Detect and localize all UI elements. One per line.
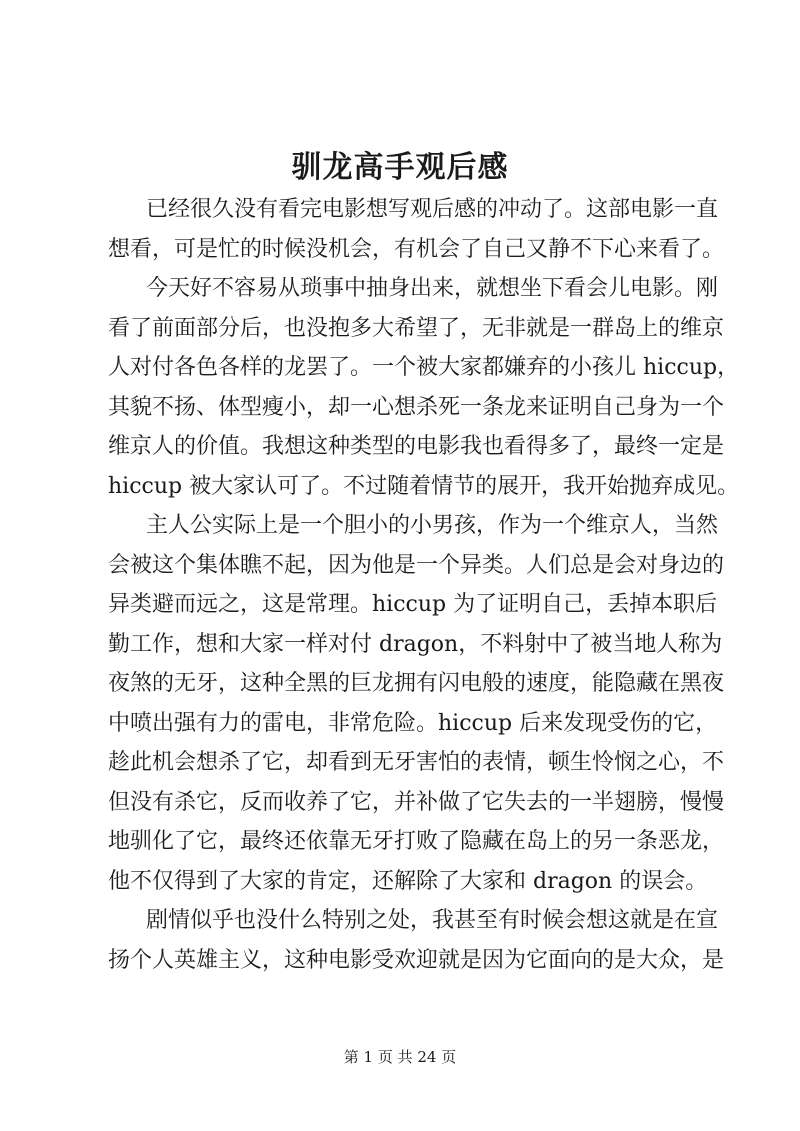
paragraph-1-line-2: 想看，可是忙的时候没机会，有机会了自己又静不下心来看了。 <box>108 236 725 262</box>
paragraph-2-line-3: 人对付各色各样的龙罢了。一个被大家都嫌弃的小孩儿 hiccup， <box>108 355 740 380</box>
paragraph-3-line-9: 地驯化了它，最终还依靠无牙打败了隐藏在岛上的另一条恶龙， <box>108 829 725 854</box>
paragraph-2-line-2: 看了前面部分后，也没抱多大希望了，无非就是一群岛上的维京 <box>108 315 725 341</box>
paragraph-3-line-2: 会被这个集体瞧不起，因为他是一个异类。人们总是会对身边的 <box>108 552 725 578</box>
paragraph-3-line-7: 趁此机会想杀了它，却看到无牙害怕的表情，顿生怜悯之心，不 <box>108 750 725 775</box>
paragraph-3-line-10: 他不仅得到了大家的肯定，还解除了大家和 dragon 的误会。 <box>108 868 708 894</box>
paragraph-2-line-5: 维京人的价值。我想这种类型的电影我也看得多了，最终一定是 <box>108 434 725 459</box>
paragraph-3-line-8: 但没有杀它，反而收养了它，并补做了它失去的一半翅膀，慢慢 <box>108 789 725 815</box>
document-body <box>108 190 740 980</box>
paragraph-3-line-1: 主人公实际上是一个胆小的小男孩，作为一个维京人，当然 <box>146 513 719 538</box>
paragraph-1-line-1: 已经很久没有看完电影想写观后感的冲动了。这部电影一直 <box>146 197 719 222</box>
paragraph-3-line-6: 中喷出强有力的雷电，非常危险。hiccup 后来发现受伤的它， <box>108 710 718 736</box>
paragraph-2-line-4: 其貌不扬、体型瘦小，却一心想杀死一条龙来证明自己身为一个 <box>108 394 725 420</box>
paragraph-2-line-6: hiccup 被大家认可了。不过随着情节的展开，我开始抛弃成见。 <box>108 473 740 499</box>
paragraph-3-line-5: 夜煞的无牙，这种全黑的巨龙拥有闪电般的速度，能隐藏在黑夜 <box>108 671 725 696</box>
document-title: 驯龙高手观后感 <box>291 150 509 185</box>
paragraph-3-line-4: 勤工作，想和大家一样对付 dragon，不料射中了被当地人称为 <box>108 631 723 657</box>
paragraph-2-line-1: 今天好不容易从琐事中抽身出来，就想坐下看会儿电影。刚 <box>146 276 719 301</box>
paragraph-4-line-2: 扬个人英雄主义，这种电影受欢迎就是因为它面向的是大众，是 <box>108 947 725 973</box>
paragraph-4-line-1: 剧情似乎也没什么特别之处，我甚至有时候会想这就是在宣 <box>146 908 719 933</box>
paragraph-3-line-3: 异类避而远之，这是常理。hiccup 为了证明自己，丢掉本职后 <box>108 592 718 617</box>
page-number: 第 1 页 共 24 页 <box>343 1048 457 1066</box>
